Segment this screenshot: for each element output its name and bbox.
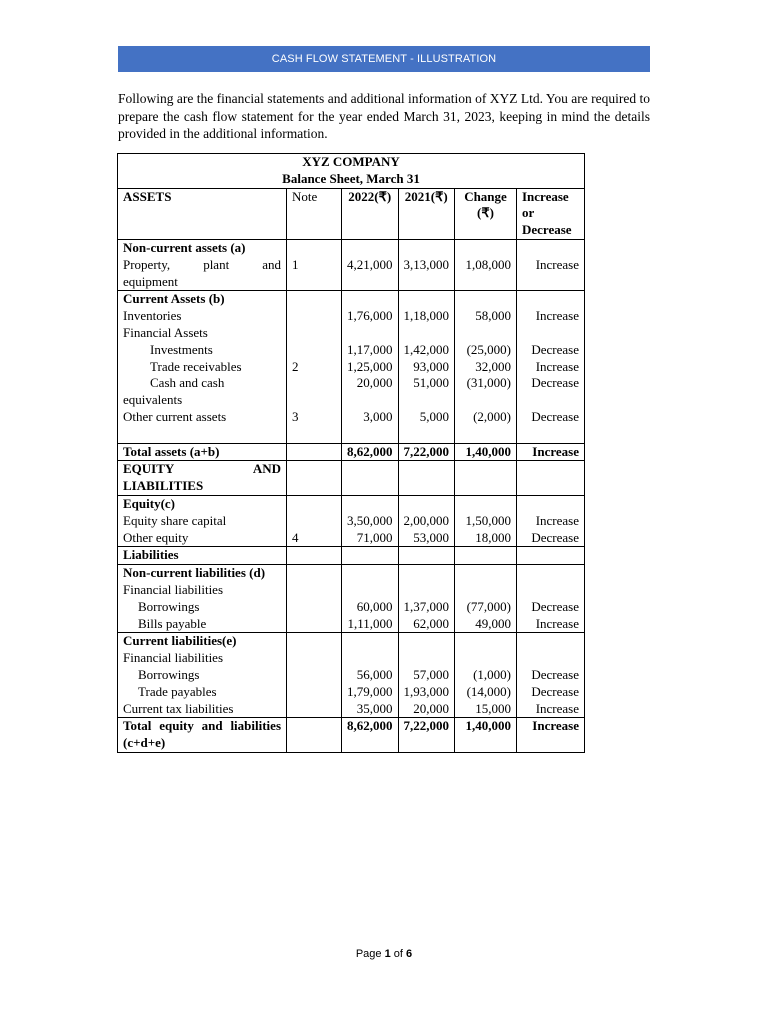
balance-sheet-subtitle: Balance Sheet, March 31 — [282, 170, 420, 186]
bills-payable-label: Bills payable — [138, 615, 207, 631]
other-equity-change: 18,000 — [475, 529, 511, 545]
other-current-assets-note: 3 — [292, 408, 299, 424]
table-title-row — [118, 154, 585, 189]
cash-2021: 51,000 — [413, 375, 449, 391]
header-2022: 2022(₹) — [342, 188, 399, 239]
ppe-change: 1,08,000 — [465, 256, 511, 272]
investments-change: (25,000) — [466, 341, 511, 357]
trade-payables-change: (14,000) — [466, 683, 511, 699]
total-assets-row — [118, 443, 585, 461]
trade-payables-label: Trade payables — [138, 683, 217, 699]
share-capital-change: 1,50,000 — [465, 512, 511, 528]
header-change: Change (₹) — [455, 188, 517, 239]
table-row — [118, 239, 585, 290]
other-current-assets-change: (2,000) — [473, 408, 511, 424]
financial-assets-label: Financial Assets — [123, 324, 208, 340]
page-word: Page — [355, 948, 382, 960]
table-row — [118, 547, 585, 565]
trade-payables-2021: 1,93,000 — [403, 683, 449, 699]
tax-liabilities-2021: 20,000 — [413, 700, 449, 716]
cash-status: Decrease — [531, 375, 579, 391]
trade-receivables-change: 32,000 — [475, 358, 511, 374]
table-row — [118, 495, 585, 546]
total-assets-label: Total assets (a+b) — [118, 443, 287, 461]
ppe-2022: 4,21,000 — [347, 256, 393, 272]
ppe-label-line1: Property, plant and — [123, 256, 281, 272]
investments-2022: 1,17,000 — [347, 341, 393, 357]
bills-payable-2022: 1,11,000 — [347, 615, 393, 631]
page-footer — [0, 948, 768, 960]
cash-change: (31,000) — [466, 375, 511, 391]
noncurrent-liabilities-heading: Non-current liabilities (d) — [123, 565, 266, 581]
other-current-assets-2022: 3,000 — [363, 408, 393, 424]
total-eq-liab-2022: 8,62,000 — [342, 718, 399, 753]
c-borrowings-2021: 57,000 — [413, 666, 449, 682]
share-capital-2022: 3,50,000 — [347, 512, 393, 528]
total-eq-liab-status: Increase — [517, 718, 585, 753]
other-equity-2021: 53,000 — [413, 529, 449, 545]
trade-receivables-2021: 93,000 — [413, 358, 449, 374]
inventories-status: Increase — [535, 308, 579, 324]
inventories-2022: 1,76,000 — [347, 308, 393, 324]
c-borrowings-2022: 56,000 — [356, 666, 393, 682]
bills-payable-status: Increase — [535, 615, 579, 631]
trade-receivables-status: Increase — [535, 358, 579, 374]
bills-payable-change: 49,000 — [475, 615, 511, 631]
nc-borrowings-label: Borrowings — [138, 598, 200, 614]
inventories-label: Inventories — [123, 308, 182, 324]
trade-payables-2022: 1,79,000 — [347, 683, 393, 699]
nc-borrowings-2022: 60,000 — [356, 598, 393, 614]
page-total: 6 — [406, 948, 413, 960]
total-eq-liab-2021: 7,22,000 — [398, 718, 455, 753]
c-borrowings-status: Decrease — [531, 666, 579, 682]
current-liabilities-heading: Current liabilities(e) — [123, 633, 237, 649]
trade-receivables-2022: 1,25,000 — [347, 358, 393, 374]
header-2021: 2021(₹) — [398, 188, 455, 239]
table-row — [118, 565, 585, 633]
table-row — [118, 633, 585, 718]
inventories-2021: 1,18,000 — [403, 308, 449, 324]
page-banner: CASH FLOW STATEMENT - ILLUSTRATION — [118, 46, 650, 72]
total-eq-liab-label-line2: (c+d+e) — [123, 735, 166, 751]
total-assets-2022: 8,62,000 — [342, 443, 399, 461]
trade-receivables-note: 2 — [292, 358, 299, 374]
trade-receivables-label: Trade receivables — [150, 358, 242, 374]
intro-paragraph: Following are the financial statements and additional information of XYZ Ltd. You are required to prepare the cash flow statement for the year ended March 31, 2023, keeping in mind the details provided in the additional information. — [118, 91, 650, 141]
page-current: 1 — [384, 948, 391, 960]
total-eq-liab-label-line1: Total equity and liabilities — [123, 718, 281, 734]
other-equity-label: Other equity — [123, 529, 189, 545]
tax-liabilities-label: Current tax liabilities — [123, 700, 234, 716]
other-current-assets-label: Other current assets — [123, 408, 227, 424]
company-name: XYZ COMPANY — [302, 154, 400, 169]
total-assets-change: 1,40,000 — [455, 443, 517, 461]
noncurrent-assets-heading: Non-current assets (a) — [123, 239, 246, 255]
investments-status: Decrease — [531, 341, 579, 357]
header-assets: ASSETS — [118, 188, 287, 239]
share-capital-status: Increase — [535, 512, 579, 528]
nc-borrowings-status: Decrease — [531, 598, 579, 614]
inventories-change: 58,000 — [475, 308, 511, 324]
equity-heading: Equity(c) — [123, 495, 175, 511]
bills-payable-2021: 62,000 — [413, 615, 449, 631]
table-row — [118, 461, 585, 496]
other-equity-2022: 71,000 — [356, 529, 393, 545]
c-borrowings-label: Borrowings — [138, 666, 200, 682]
cash-label-line1: Cash and cash — [150, 375, 225, 391]
tax-liabilities-change: 15,000 — [475, 700, 511, 716]
ppe-note: 1 — [292, 256, 299, 272]
share-capital-2021: 2,00,000 — [403, 512, 449, 528]
of-word: of — [393, 948, 403, 960]
header-increase-decrease: Increase or Decrease — [517, 188, 585, 239]
ppe-status: Increase — [535, 256, 579, 272]
c-financial-liabilities-label: Financial liabilities — [123, 650, 224, 666]
cash-label-line2: equivalents — [123, 392, 183, 408]
share-capital-label: Equity share capital — [123, 512, 227, 528]
investments-label: Investments — [150, 341, 213, 357]
current-assets-heading: Current Assets (b) — [123, 291, 225, 307]
balance-sheet-table — [117, 153, 585, 753]
ppe-2021: 3,13,000 — [403, 256, 449, 272]
equity-liabilities-heading-line2: LIABILITIES — [123, 478, 204, 494]
trade-payables-status: Decrease — [531, 683, 579, 699]
header-note: Note — [287, 188, 342, 239]
total-assets-2021: 7,22,000 — [398, 443, 455, 461]
ppe-label-line2: equipment — [123, 273, 178, 289]
equity-liabilities-heading-line1: EQUITY AND — [123, 461, 281, 477]
table-header-row — [118, 188, 585, 239]
nc-financial-liabilities-label: Financial liabilities — [123, 581, 224, 597]
nc-borrowings-change: (77,000) — [466, 598, 511, 614]
other-equity-status: Decrease — [531, 529, 579, 545]
c-borrowings-change: (1,000) — [473, 666, 511, 682]
table-row — [118, 291, 585, 443]
other-current-assets-status: Decrease — [531, 408, 579, 424]
other-current-assets-2021: 5,000 — [419, 408, 449, 424]
cash-2022: 20,000 — [356, 375, 393, 391]
nc-borrowings-2021: 1,37,000 — [403, 598, 449, 614]
total-eq-liab-change: 1,40,000 — [455, 718, 517, 753]
total-assets-status: Increase — [517, 443, 585, 461]
tax-liabilities-2022: 35,000 — [356, 700, 393, 716]
liabilities-heading: Liabilities — [118, 547, 287, 565]
total-equity-liabilities-row — [118, 718, 585, 753]
other-equity-note: 4 — [292, 529, 299, 545]
tax-liabilities-status: Increase — [535, 700, 579, 716]
investments-2021: 1,42,000 — [403, 341, 449, 357]
